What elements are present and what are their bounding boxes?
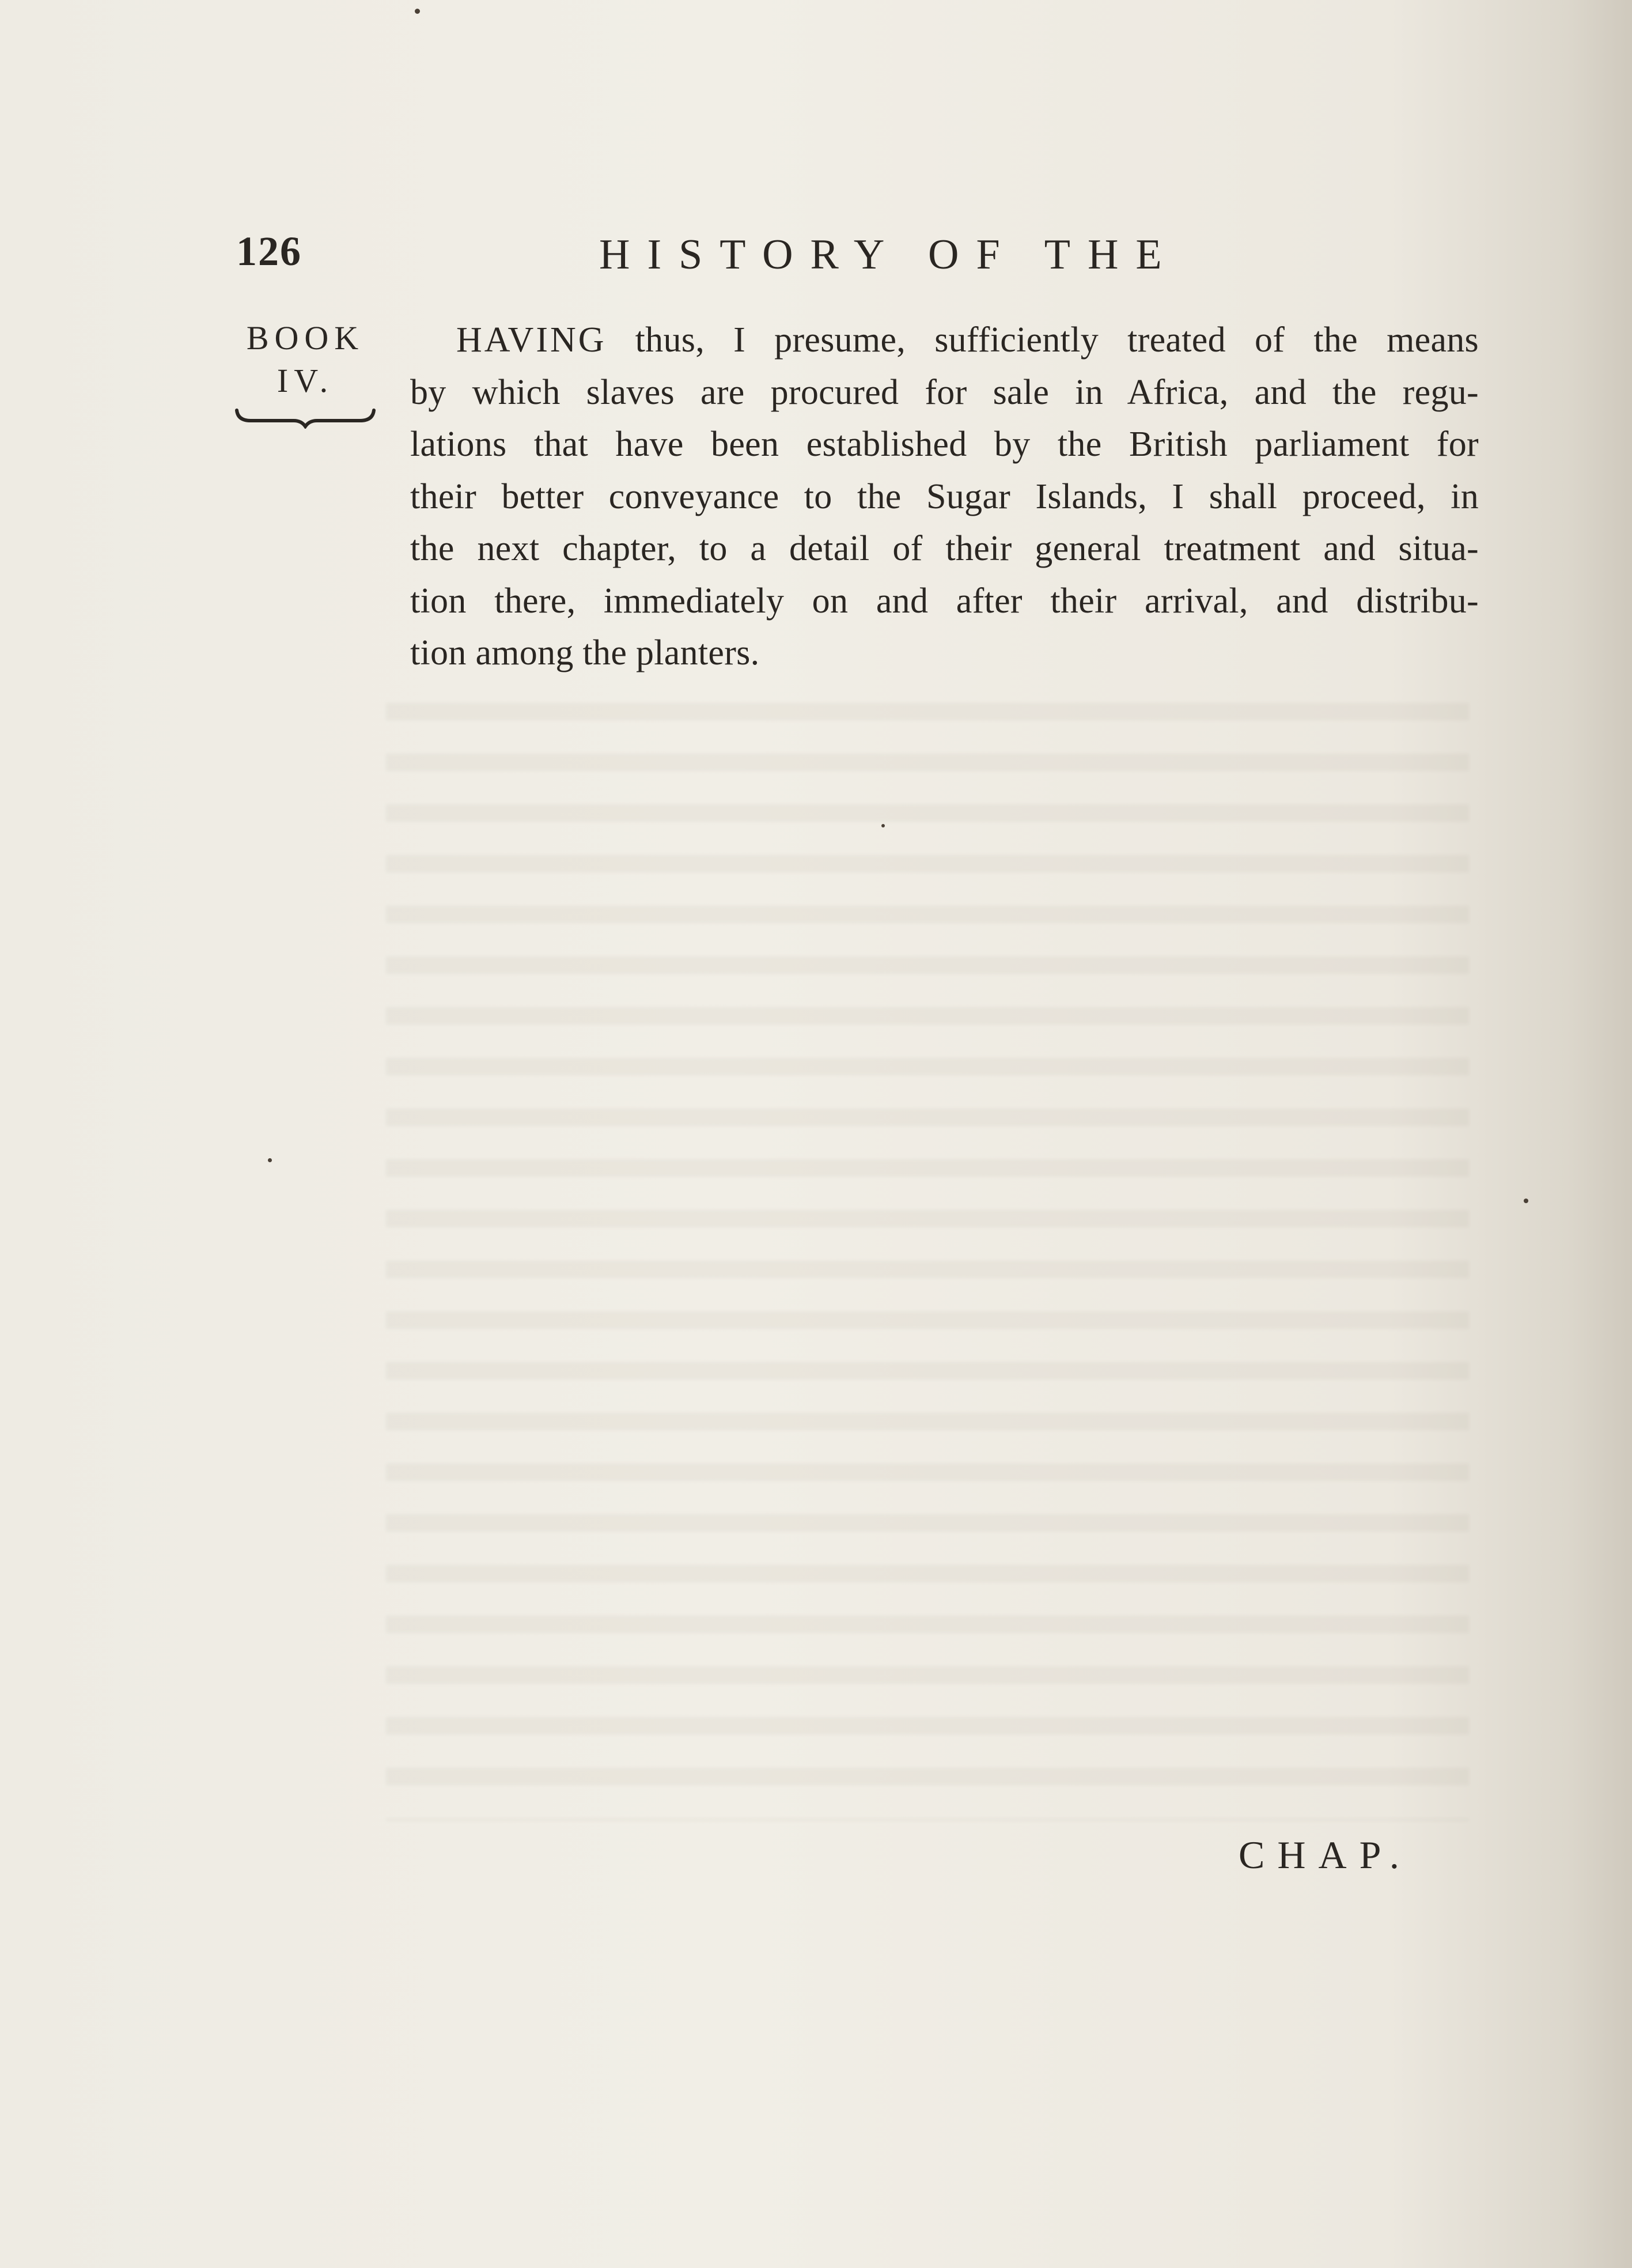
ink-speck <box>881 824 885 827</box>
ink-speck <box>415 9 420 14</box>
body-paragraph <box>410 314 1479 679</box>
text-line: lations that have been established by the British parliament for <box>410 425 1479 464</box>
text-line: the next chapter, to a detail of their general treatment and situa- <box>410 529 1479 568</box>
text-line: by which slaves are procured for sale in Africa, and the regu- <box>410 372 1479 412</box>
text-line: their better conveyance to the Sugar Islands, I shall proceed, in <box>410 477 1479 516</box>
text-line: tion among the planters. <box>410 633 760 672</box>
book-number: IV. <box>277 362 334 399</box>
text-line: tion there, immediately on and after their arrival, and distribu- <box>410 581 1479 621</box>
text-line: HAVING thus, I presume, sufficiently treated of the means <box>456 320 1479 360</box>
show-through-text <box>386 680 1469 1821</box>
ink-speck <box>1524 1199 1528 1203</box>
running-head: HISTORY OF THE <box>599 231 1179 278</box>
brace-ornament <box>233 406 377 429</box>
catchword: CHAP. <box>1239 1833 1412 1877</box>
lead-word: HAVING <box>456 320 607 360</box>
ink-speck <box>268 1158 272 1162</box>
margin-note <box>228 317 383 429</box>
book-label: BOOK <box>246 319 365 357</box>
page-number: 126 <box>236 228 302 274</box>
